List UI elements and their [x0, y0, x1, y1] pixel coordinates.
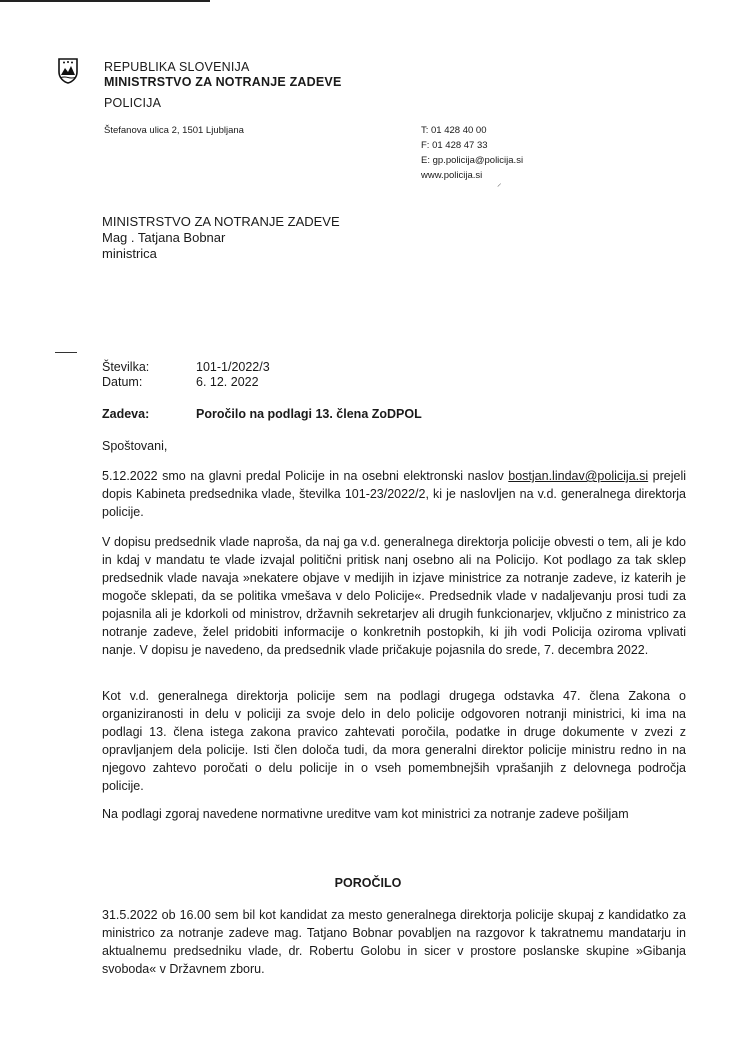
slovenia-coat-of-arms-icon	[58, 58, 78, 84]
paragraph-1-start: 5.12.2022 smo na glavni predal Policije in na osebni elektronski naslov	[102, 469, 509, 483]
greeting	[102, 437, 686, 455]
header-republic: REPUBLIKA SLOVENIJA	[104, 60, 250, 74]
paragraph-3-text: Kot v.d. generalnega direktorja policije sem na podlagi drugega odstavka 47. člena Zakona o organiziranosti in delu v policiji za svoje delo in delo policije odgovoren notranji ministrici, ki ima na podlagi 13. člena istega zakona pravico zahtevati poročila, podatke in druge dokumente v zvezi z opravljanjem dela policije. Isti člen določa tudi, da mora generalni direktor policije ministru redno in na njegovo zahtevo poročati o delu policije in o vseh pomembnejših vprašanjih z delovnega področja policije.	[102, 689, 686, 793]
paragraph-4	[102, 805, 686, 823]
scan-mark: ⸝	[497, 178, 502, 188]
paragraph-3	[102, 687, 686, 795]
header-phone: T: 01 428 40 00	[421, 125, 487, 136]
number-value: 101-1/2022/3	[196, 360, 270, 374]
header-fax: F: 01 428 47 33	[421, 140, 488, 151]
recipient-ministry: MINISTRSTVO ZA NOTRANJE ZADEVE	[102, 214, 340, 229]
header-address: Štefanova ulica 2, 1501 Ljubljana	[104, 125, 244, 136]
number-label: Številka:	[102, 360, 150, 374]
recipient-role: ministrica	[102, 246, 157, 261]
date-label: Datum:	[102, 375, 143, 389]
header-ministry: MINISTRSTVO ZA NOTRANJE ZADEVE	[104, 75, 342, 89]
header-web: www.policija.si	[421, 170, 483, 181]
paragraph-5-text: 31.5.2022 ob 16.00 sem bil kot kandidat za mesto generalnega direktorja policije skupaj z kandidatko za ministrico za notranje zadeve mag. Tatjano Bobnar povabljen na razgovor k takratnemu mandatarju in aktualnemu predsedniku vlade, dr. Robertu Golobu in sicer v prostore poslanske skupine »Gibanja svoboda« v Državnem zboru.	[102, 908, 686, 976]
paragraph-2	[102, 533, 686, 659]
fold-mark	[55, 352, 77, 353]
paragraph-4-text: Na podlagi zgoraj navedene normativne ureditve vam kot ministrici za notranje zadeve pošiljam	[102, 807, 629, 821]
recipient-name: Mag . Tatjana Bobnar	[102, 230, 226, 245]
header-email: E: gp.policija@policija.si	[421, 155, 524, 166]
subject-value: Poročilo na podlagi 13. člena ZoDPOL	[196, 407, 422, 421]
greeting-text: Spoštovani,	[102, 439, 168, 453]
header-police: POLICIJA	[104, 96, 162, 110]
paragraph-2-text: V dopisu predsednik vlade naproša, da naj ga v.d. generalnega direktorja policije obvesti o tem, ali je kdo in kdaj v mandatu te vlade izvajal politični pritisk nanj osebno ali na Policijo. Kot podlago za tak sklep predsednik vlade navaja »nekatere objave v medijih in izjave ministrice za notranje zadeve, iz katerih je mogoče sklepati, da se politika vmešava v delo Policije«. Predsednik vlade v nadaljevanju prosi tudi za pojasnila ali je kdorkoli od ministrov, državnih sekretarjev ali drugih funkcionarjev, vključno z ministrico za notranje zadeve, želel pridobiti informacije o konkretnih postopkih, ki jih vodi Policija oziroma vplivati nanje. V dopisu je navedeno, da predsednik vlade pričakuje pojasnila do srede, 7. decembra 2022.	[102, 535, 686, 657]
paragraph-1	[102, 467, 686, 521]
date-value: 6. 12. 2022	[196, 375, 259, 389]
subject-label: Zadeva:	[102, 407, 150, 421]
email-link[interactable]: bostjan.lindav@policija.si	[508, 469, 649, 483]
paragraph-5	[102, 906, 686, 978]
top-rule	[0, 0, 210, 2]
paragraph-1-end: prejeli dopis Kabineta predsednika vlade, številka 101-23/2022/2, ki je naslovljen na v.d. generalnega direktorja policije.	[102, 469, 687, 519]
report-title: POROČILO	[334, 876, 402, 890]
